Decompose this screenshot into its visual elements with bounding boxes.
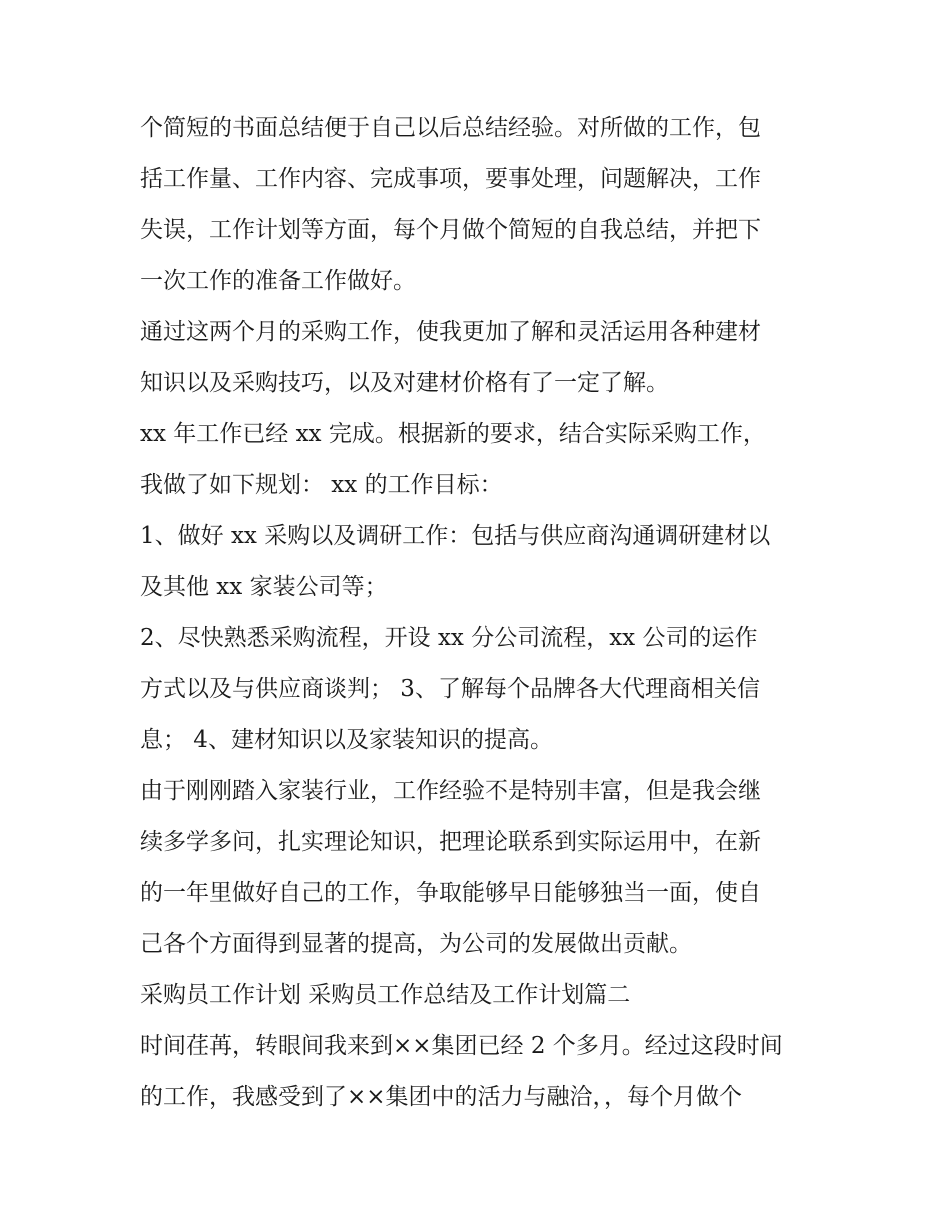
text-line: 息； 4、建材知识以及家装知识的提高。	[140, 727, 553, 753]
text-line: 个简短的书面总结便于自己以后总结经验。对所做的工作，包	[140, 115, 761, 141]
text-line: 及其他 xx 家装公司等；	[140, 574, 388, 600]
text-line: 己各个方面得到显著的提高，为公司的发展做出贡献。	[140, 931, 692, 957]
text-line: 一次工作的准备工作做好。	[140, 268, 416, 294]
text-line: 时间荏苒，转眼间我来到××集团已经 2 个多月。经过这段时间	[140, 1033, 783, 1059]
document-body	[140, 103, 820, 1123]
text-line: 续多学多问，扎实理论知识，把理论联系到实际运用中，在新	[140, 829, 761, 855]
text-line: 2、尽快熟悉采购流程，开设 xx 分公司流程，xx 公司的运作	[140, 625, 758, 651]
text-line: 失误，工作计划等方面，每个月做个简短的自我总结，并把下	[140, 217, 761, 243]
text-line: 的一年里做好自己的工作，争取能够早日能够独当一面，使自	[140, 880, 761, 906]
section-heading: 采购员工作计划 采购员工作总结及工作计划篇二	[140, 982, 631, 1008]
text-line: xx 年工作已经 xx 完成。根据新的要求，结合实际采购工作，	[140, 421, 766, 447]
text-line: 通过这两个月的采购工作，使我更加了解和灵活运用各种建材	[140, 319, 761, 345]
text-line: 的工作，我感受到了××集团中的活力与融洽，，每个月做个	[140, 1084, 743, 1110]
text-line: 括工作量、工作内容、完成事项，要事处理，问题解决，工作	[140, 166, 761, 192]
text-line: 由于刚刚踏入家装行业，工作经验不是特别丰富，但是我会继	[140, 778, 761, 804]
text-line: 1、做好 xx 采购以及调研工作：包括与供应商沟通调研建材以	[140, 523, 771, 549]
text-line: 方式以及与供应商谈判； 3、了解每个品牌各大代理商相关信	[140, 676, 760, 702]
text-line: 知识以及采购技巧，以及对建材价格有了一定了解。	[140, 370, 669, 396]
text-line: 我做了如下规划： xx 的工作目标：	[140, 472, 503, 498]
